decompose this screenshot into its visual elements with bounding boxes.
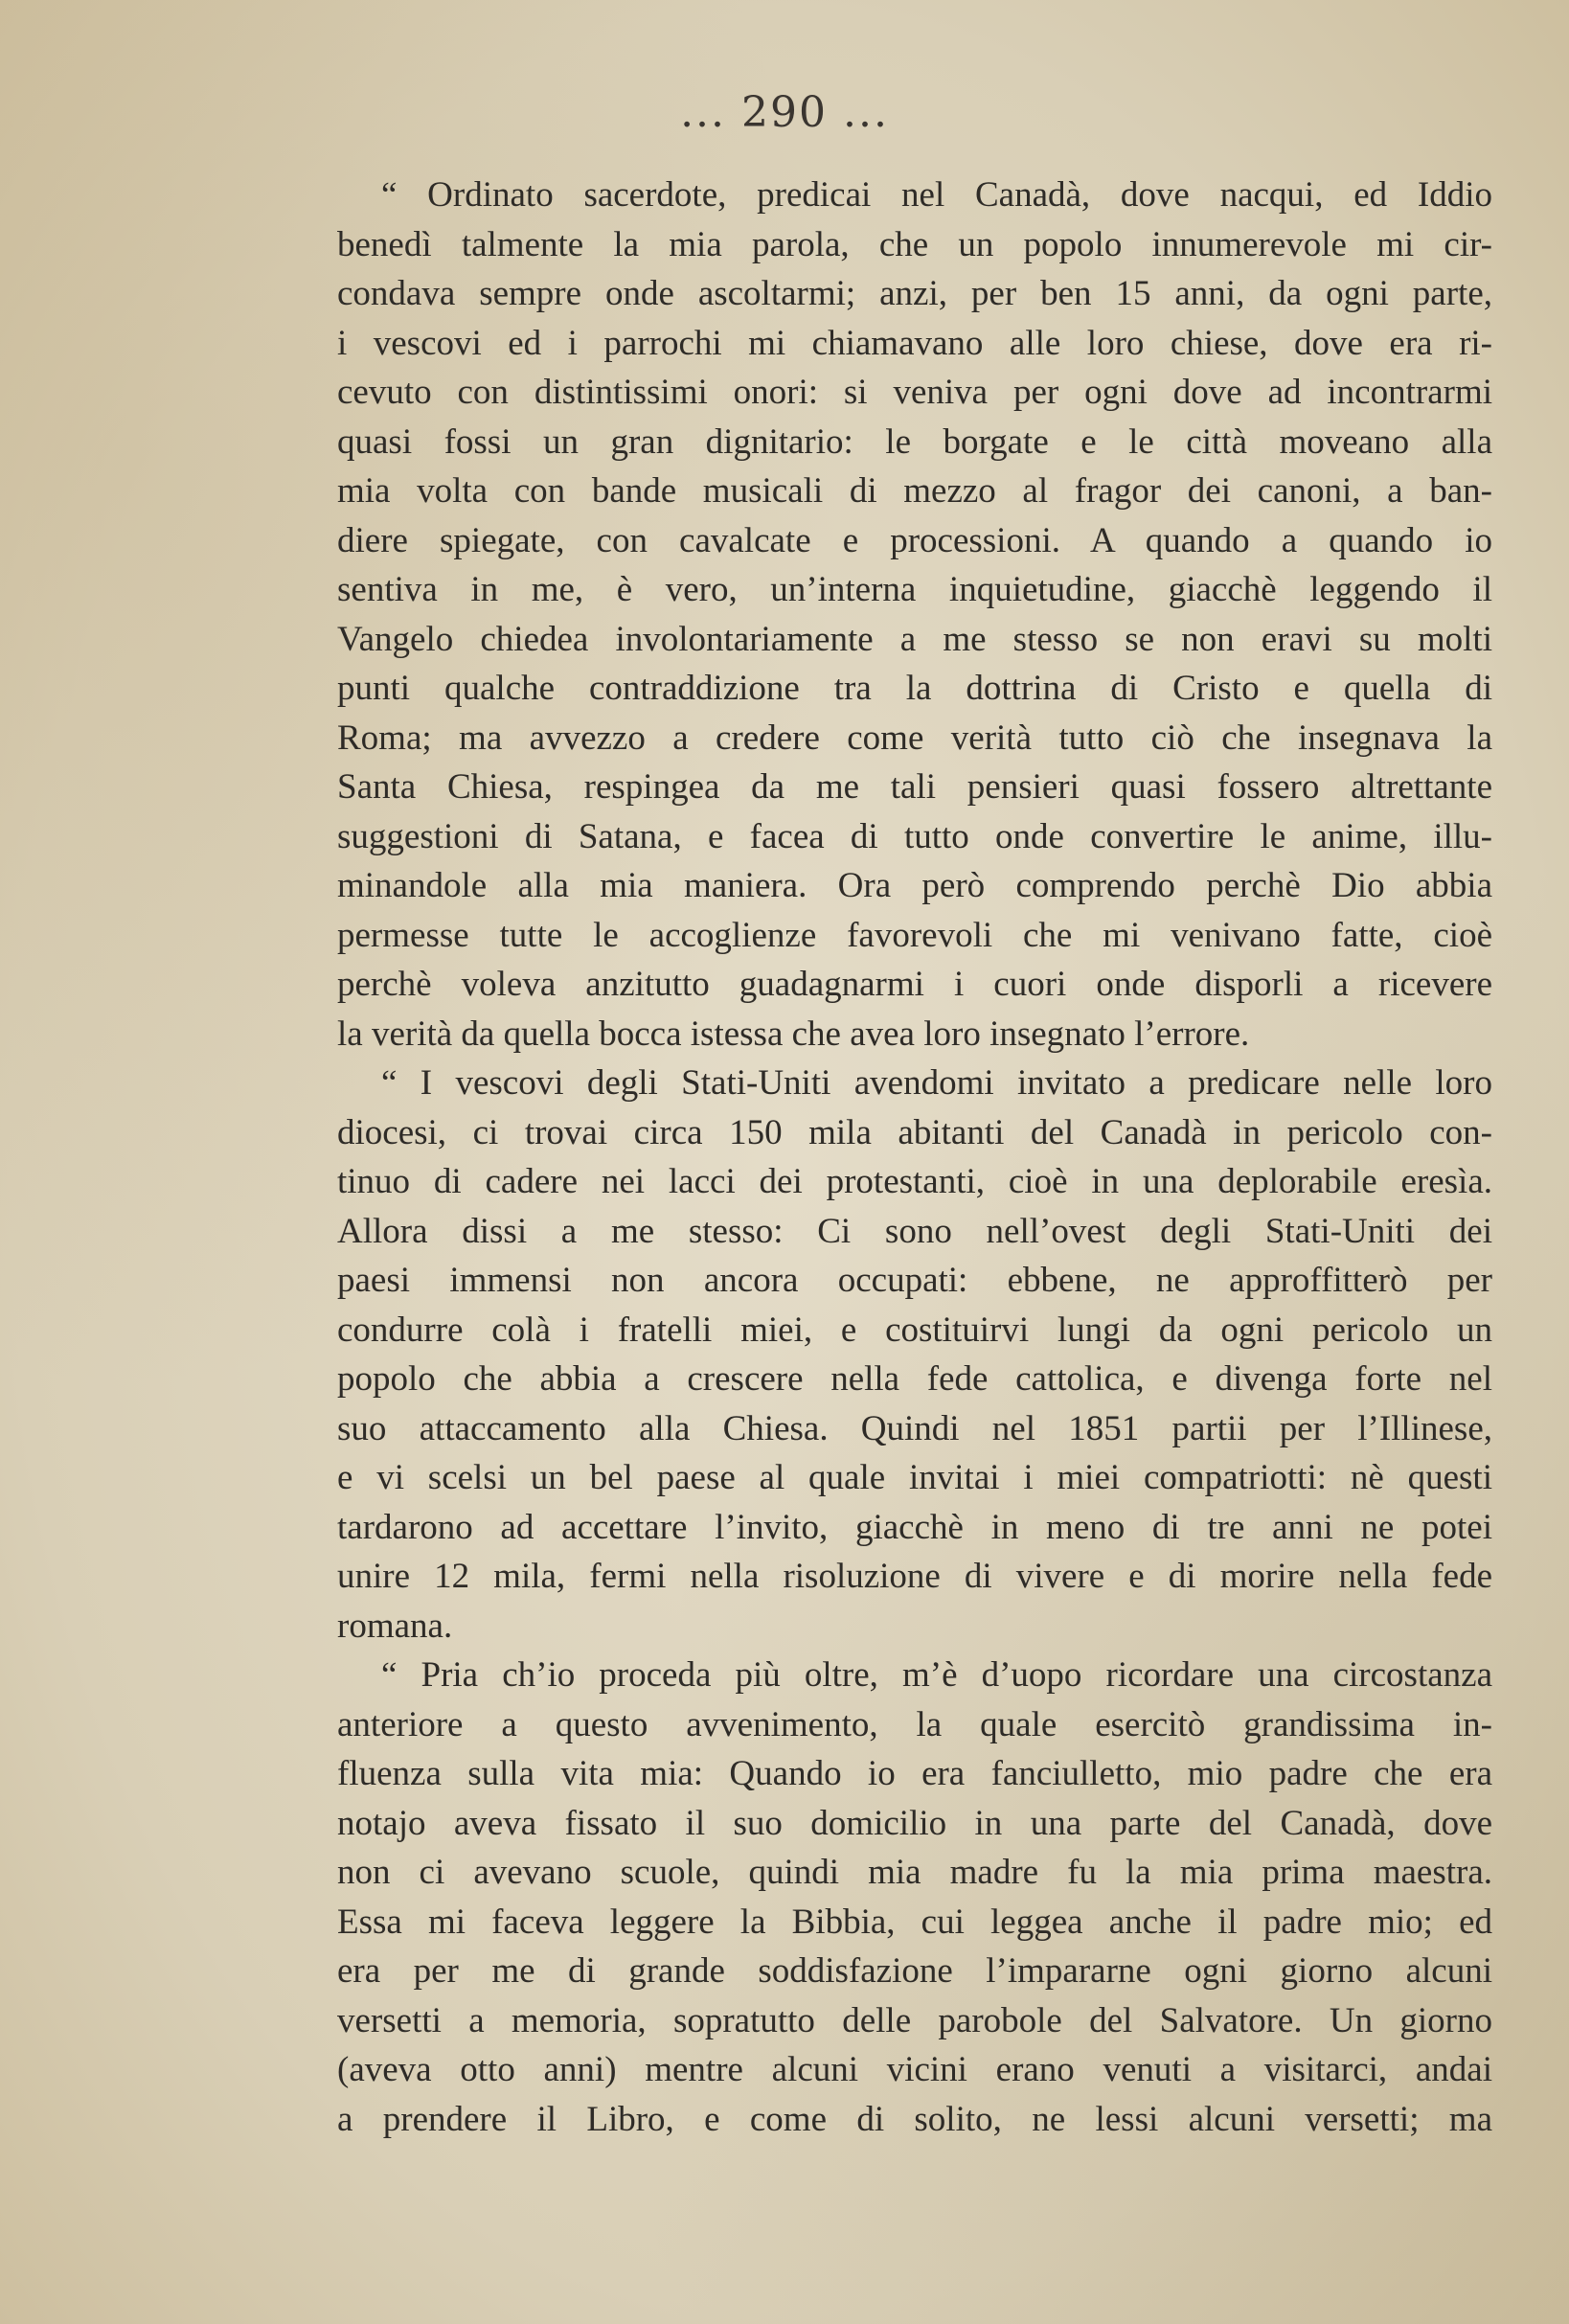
text-line: minandole alla mia maniera. Ora però comprendo perchè Dio abbia (337, 866, 1492, 905)
text-line: punti qualche contraddizione tra la dottrina di Cristo e quella di (337, 669, 1492, 708)
text-line: versetti a memoria, sopratutto delle parobole del Salvatore. Un giorno (337, 2000, 1492, 2040)
text-line: suo attaccamento alla Chiesa. Quindi nel 1851 partii per l’Illinese, (337, 1408, 1492, 1448)
text-line: Essa mi faceva leggere la Bibbia, cui leggea anche il padre mio; ed (337, 1902, 1492, 1942)
text-line: quasi fossi un gran dignitario: le borgate e le città moveano alla (337, 422, 1492, 462)
paragraph-1 (337, 171, 1492, 1059)
text-line: mia volta con bande musicali di mezzo al fragor dei canoni, a ban- (337, 471, 1492, 511)
text-line: “ Ordinato sacerdote, predicai nel Canadà, dove nacqui, ed Iddio (381, 175, 1492, 215)
text-line: la verità da quella bocca istessa che avea loro insegnato l’errore. (337, 1014, 1250, 1054)
text-line: i vescovi ed i parrochi mi chiamavano alle loro chiese, dove era ri- (337, 323, 1492, 363)
text-line: (aveva otto anni) mentre alcuni vicini erano venuti a visitarci, andai (337, 2050, 1492, 2089)
text-line: anteriore a questo avvenimento, la quale esercitò grandissima in- (337, 1704, 1492, 1744)
text-line: sentiva in me, è vero, un’interna inquietudine, giacchè leggendo il (337, 570, 1492, 609)
text-line: unire 12 mila, fermi nella risoluzione di vivere e di morire nella fede (337, 1557, 1492, 1596)
body-text (337, 171, 1492, 2144)
text-line: benedì talmente la mia parola, che un popolo innumerevole mi cir- (337, 224, 1492, 264)
text-line: fluenza sulla vita mia: Quando io era fanciulletto, mio padre che era (337, 1754, 1492, 1793)
paragraph-2 (337, 1059, 1492, 1651)
text-line: Santa Chiesa, respingea da me tali pensieri quasi fossero altrettante (337, 767, 1492, 807)
text-line: popolo che abbia a crescere nella fede cattolica, e divenga forte nel (337, 1359, 1492, 1399)
text-line: “ I vescovi degli Stati-Uniti avendomi invitato a predicare nelle loro (381, 1063, 1492, 1103)
paragraph-3 (337, 1651, 1492, 2144)
text-line: notajo aveva fissato il suo domicilio in una parte del Canadà, dove (337, 1803, 1492, 1843)
text-line: Roma; ma avvezzo a credere come verità tutto ciò che insegnava la (337, 718, 1492, 758)
text-line: Vangelo chiedea involontariamente a me stesso se non eravi su molti (337, 619, 1492, 659)
text-line: condurre colà i fratelli miei, e costituirvi lungi da ogni pericolo un (337, 1310, 1492, 1350)
text-line: tinuo di cadere nei lacci dei protestanti, cioè in una deplorabile eresìa. (337, 1162, 1492, 1201)
text-line: cevuto con distintissimi onori: si veniva per ogni dove ad incontrarmi (337, 373, 1492, 412)
text-line: condava sempre onde ascoltarmi; anzi, per ben 15 anni, da ogni parte, (337, 274, 1492, 313)
page-number: ... 290 ... (680, 88, 889, 137)
text-line: permesse tutte le accoglienze favorevoli che mi venivano fatte, cioè (337, 915, 1492, 955)
text-line: Allora dissi a me stesso: Ci sono nell’ovest degli Stati-Uniti dei (337, 1211, 1492, 1251)
text-line: non ci avevano scuole, quindi mia madre fu la mia prima maestra. (337, 1853, 1492, 1892)
text-line: perchè voleva anzitutto guadagnarmi i cuori onde disporli a ricevere (337, 965, 1492, 1004)
text-line: tardarono ad accettare l’invito, giacchè in meno di tre anni ne potei (337, 1507, 1492, 1547)
text-line: diocesi, ci trovai circa 150 mila abitanti del Canadà in pericolo con- (337, 1112, 1492, 1152)
text-line: suggestioni di Satana, e facea di tutto onde convertire le anime, illu- (337, 816, 1492, 856)
text-line: “ Pria ch’io proceda più oltre, m’è d’uopo ricordare una circostanza (381, 1655, 1492, 1695)
text-line: diere spiegate, con cavalcate e processioni. A quando a quando io (337, 520, 1492, 560)
text-line: a prendere il Libro, e come di solito, ne lessi alcuni versetti; ma (337, 2099, 1492, 2139)
text-line: paesi immensi non ancora occupati: ebbene, ne approffitterò per (337, 1261, 1492, 1300)
text-line: era per me di grande soddisfazione l’impararne ogni giorno alcuni (337, 1951, 1492, 1991)
text-line: romana. (337, 1606, 453, 1646)
text-line: e vi scelsi un bel paese al quale invitai i miei compatriotti: nè questi (337, 1458, 1492, 1497)
